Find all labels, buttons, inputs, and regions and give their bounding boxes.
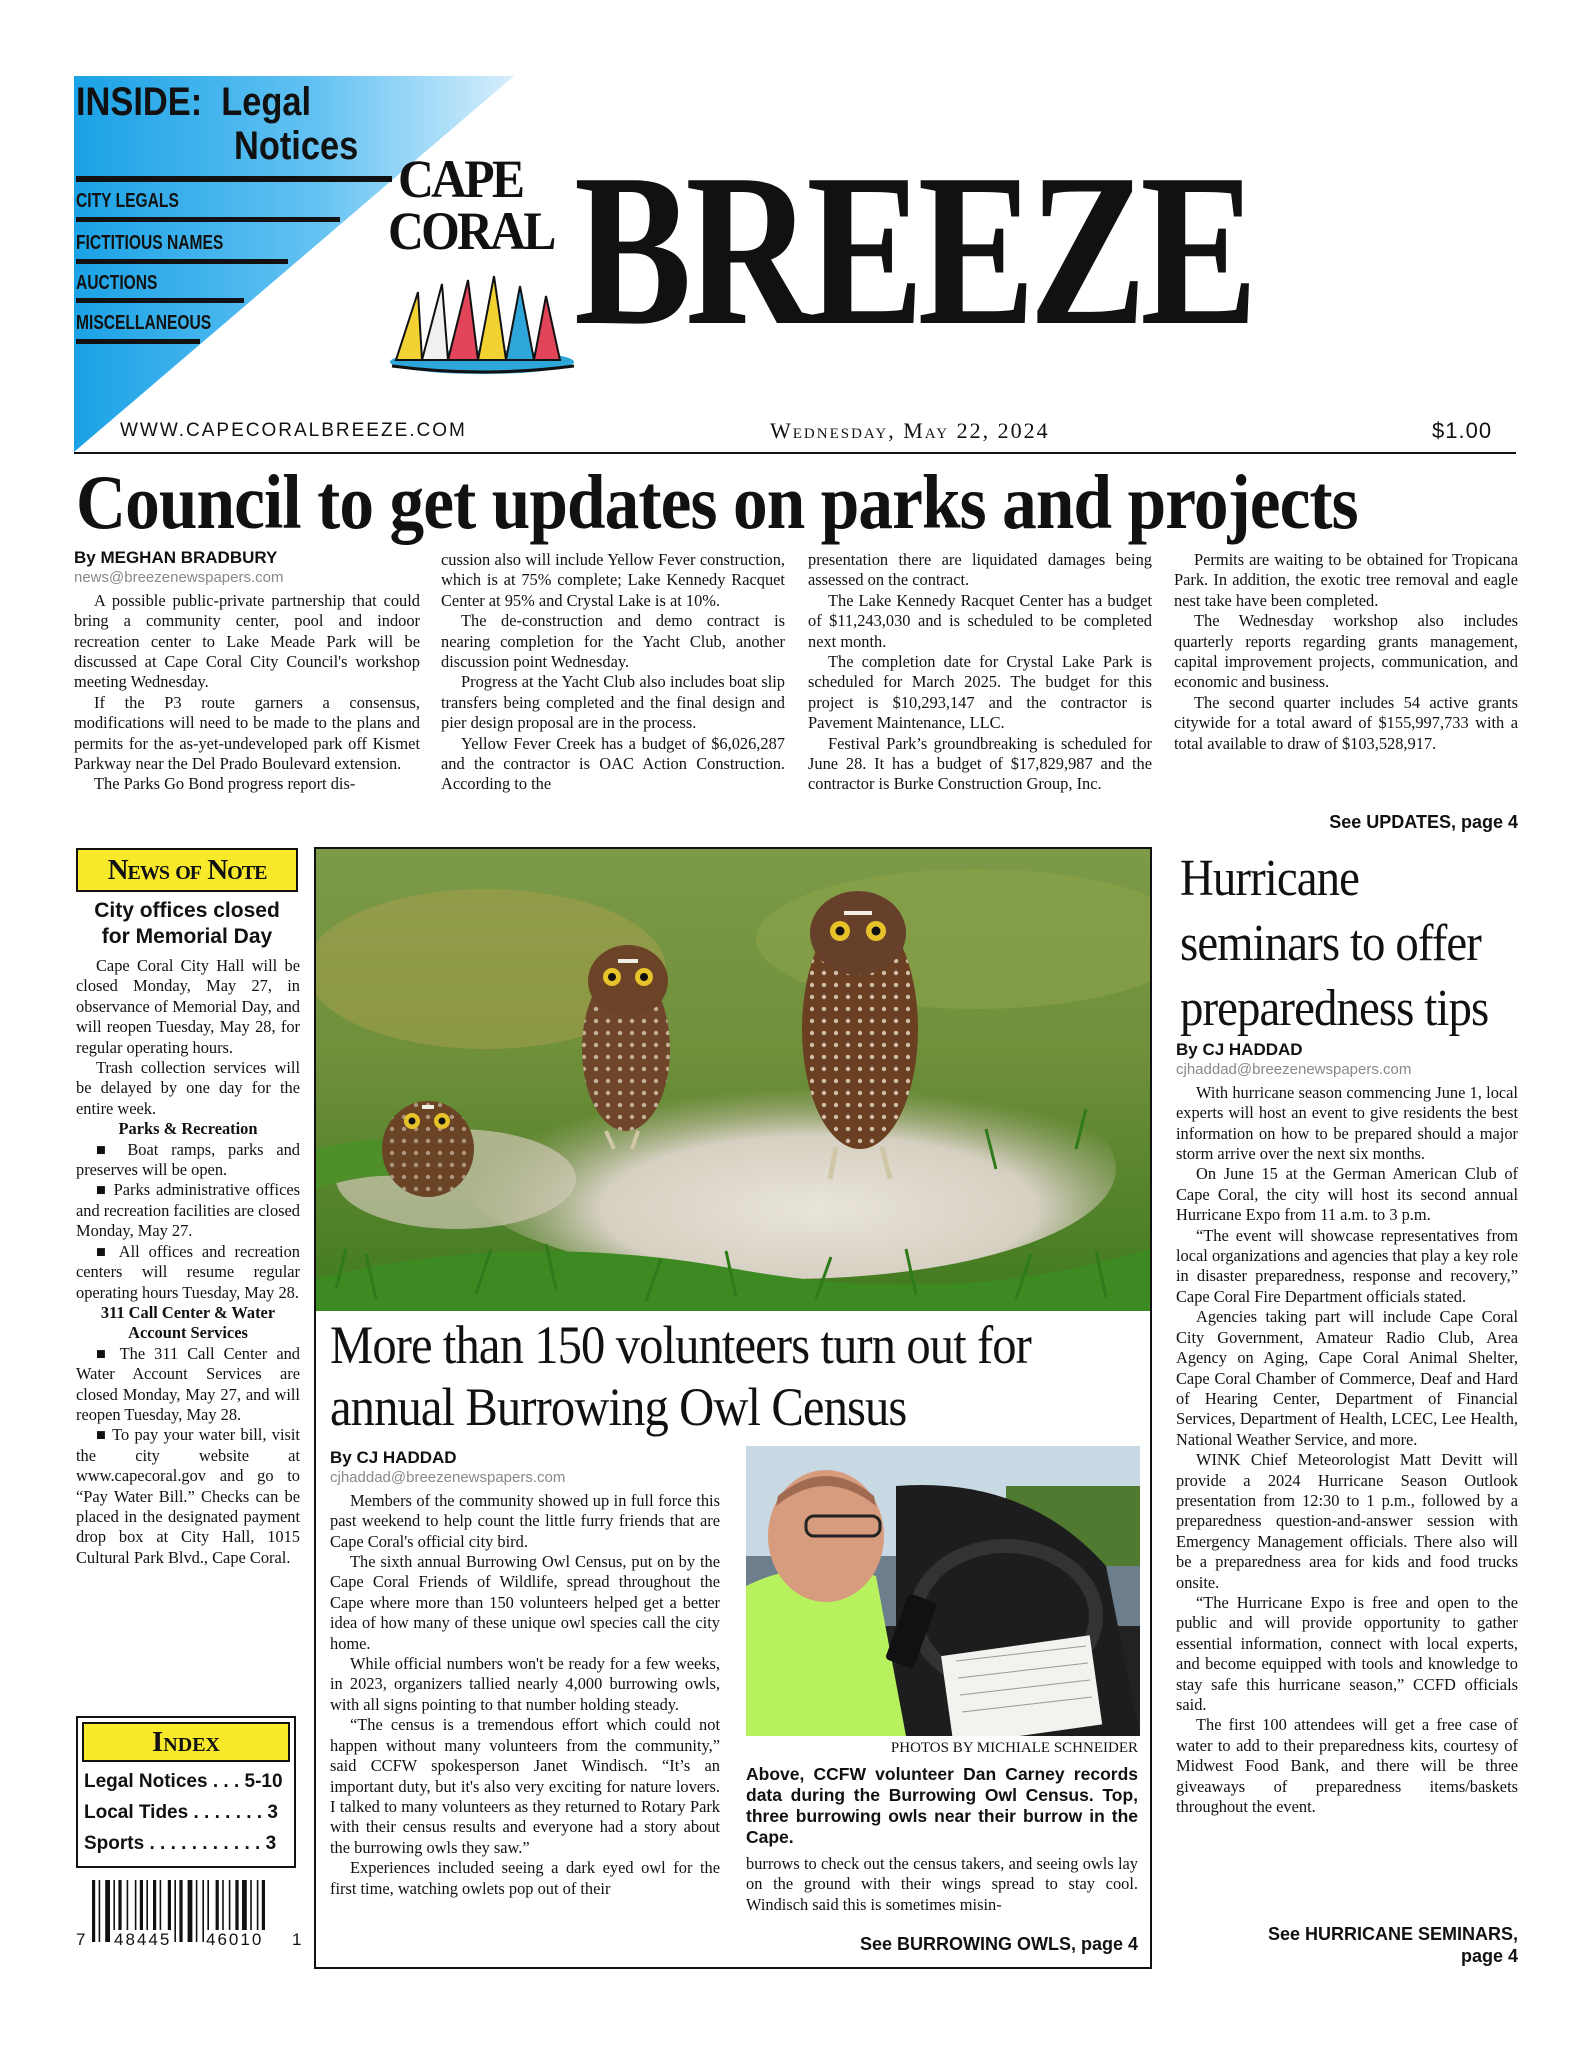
index-row-label: Sports bbox=[84, 1833, 145, 1854]
lead-paragraph: The de-construction and demo contract is nearing completion for the Yacht Club, another discussion point Wednesday. bbox=[441, 611, 785, 672]
news-of-note-paragraph: ■ The 311 Call Center and Water Account Services are closed Monday, May 27, and will reopen Tuesday, May 28. bbox=[76, 1343, 300, 1424]
sailboats-logo-icon bbox=[382, 262, 582, 382]
index-row-page: 3 bbox=[265, 1833, 277, 1854]
price: $1.00 bbox=[1432, 418, 1493, 443]
hurricane-paragraph: WINK Chief Meteorologist Matt Devitt will provide a 2024 Hurricane Season Outlook presentation from 12:30 to 1 p.m., followed by a preparedness question-and-answer session with Emergency Management officials. There also will be a preparedness area for kids and food trucks onsite. bbox=[1176, 1450, 1518, 1592]
barcode-digit-right: 1 bbox=[292, 1930, 302, 1949]
barcode-digits-1: 48445 bbox=[114, 1930, 172, 1949]
owl-paragraph: Members of the community showed up in full force this past weekend to help count the little furry friends that are Cape Coral's official city bird. bbox=[330, 1490, 720, 1551]
lead-paragraph: If the P3 route garners a consensus, modifications will need to be made to the plans and permits for the as-yet-undeveloped park off Kismet Parkway near the Del Prado Boulevard extension. bbox=[74, 692, 420, 774]
inside-item-city-legals[interactable]: CITY LEGALS bbox=[76, 190, 179, 212]
news-of-note-body bbox=[76, 956, 300, 1568]
index-row-dots: . . . . . . . bbox=[188, 1802, 268, 1823]
index-row-dots: . . . bbox=[207, 1771, 245, 1792]
news-of-note-paragraph: Cape Coral City Hall will be closed Monday, May 27, in observance of Memorial Day, and will reopen Tuesday, May 28, for regular operating hours. bbox=[76, 956, 300, 1057]
lead-headline: Council to get updates on parks and projects bbox=[76, 459, 1358, 545]
lead-paragraph: A possible public-private partnership that could bring a community center, pool and indoor recreation center to Lake Meade Park will be discussed at Cape Coral City Council's workshop meeting Wednesday. bbox=[74, 590, 420, 692]
inside-item-fictitious-names[interactable]: FICTITIOUS NAMES bbox=[76, 232, 224, 254]
index-row[interactable] bbox=[84, 1766, 288, 1797]
masthead-logo-cape: CAPE bbox=[398, 149, 523, 209]
inside-title-2: Notices bbox=[234, 124, 359, 168]
index-header bbox=[82, 1722, 290, 1762]
index-row[interactable] bbox=[84, 1828, 288, 1859]
inside-rule-0 bbox=[76, 176, 392, 182]
masthead-logo-coral: CORAL bbox=[388, 201, 554, 261]
barcode-digits-2: 46010 bbox=[206, 1930, 264, 1949]
lead-paragraph: Progress at the Yacht Club also includes boat slip transfers being completed and the final design and pier design proposal are in the process. bbox=[441, 672, 785, 733]
lead-paragraph: The completion date for Crystal Lake Park is scheduled for March 2025. The budget for this project is $10,293,147 and the contractor is Pavement Maintenance, LLC. bbox=[808, 652, 1152, 733]
index-list bbox=[78, 1762, 294, 1859]
hurricane-byline: By CJ HADDAD bbox=[1176, 1040, 1303, 1059]
lead-column-4 bbox=[1174, 550, 1518, 754]
website-link[interactable]: WWW.CAPECORALBREEZE.COM bbox=[120, 420, 467, 441]
news-of-note-headline: City offices closed for Memorial Day bbox=[94, 899, 280, 948]
lead-byline: By MEGHAN BRADBURY bbox=[74, 548, 278, 567]
masthead-title: BREEZE bbox=[574, 130, 1252, 371]
volunteer-photo bbox=[746, 1446, 1140, 1736]
lead-paragraph: cussion also will include Yellow Fever construction, which is at 75% complete; Lake Kennedy Racquet Center at 95% and Crystal Lake is at 10%. bbox=[441, 550, 785, 610]
owl-column-1 bbox=[330, 1448, 720, 1899]
issue-date: Wednesday, May 22, 2024 bbox=[770, 418, 1050, 443]
lead-column-1 bbox=[74, 548, 420, 795]
owl-paragraph: While official numbers won't be ready for a few weeks, in 2023, organizers tallied nearly 4,000 burrowing owls, with all signs pointing to that number holding steady. bbox=[330, 1654, 720, 1714]
owl-jump-line[interactable]: See BURROWING OWLS, page 4 bbox=[859, 1934, 1138, 1954]
index-row-page: 5-10 bbox=[244, 1771, 283, 1792]
lead-column-3 bbox=[808, 550, 1152, 795]
lead-column-2 bbox=[441, 550, 785, 795]
news-of-note-paragraph: ■ Boat ramps, parks and preserves will be open. bbox=[76, 1139, 300, 1180]
news-of-note-paragraph: ■ To pay your water bill, visit the city website at www.capecoral.gov and go to “Pay Water Bill.” Checks can be placed in the designated payment drop box at City Hall, 1015 Cultural Park Blvd., Cape Coral. bbox=[76, 1425, 300, 1567]
news-of-note-subhead: Parks & Recreation bbox=[118, 1119, 258, 1139]
index-row-label: Local Tides bbox=[84, 1802, 189, 1823]
index-title: Index bbox=[152, 1726, 220, 1758]
hurricane-paragraph: On June 15 at the German American Club of Cape Coral, the city will host its second annual Hurricane Expo from 11 a.m. to 3 p.m. bbox=[1176, 1164, 1518, 1225]
inside-item-auctions[interactable]: AUCTIONS bbox=[76, 272, 158, 294]
inside-rule-4 bbox=[76, 339, 200, 344]
owl-paragraph: “The census is a tremendous effort which could not happen without many volunteers from the community,” said CCFW spokesperson Janet Windisch. “It’s an important duty, but it's also very exciting for nature lovers. I talked to many volunteers as they returned to Rotary Park with their census results and everyone had a story about the burrowing owls they saw.” bbox=[330, 1715, 720, 1857]
hurricane-jump-line-1[interactable]: See HURRICANE SEMINARS, bbox=[1267, 1924, 1518, 1944]
hurricane-headline: Hurricane seminars to offer preparedness tips bbox=[1180, 850, 1489, 1037]
owl-email[interactable]: cjhaddad@breezenewspapers.com bbox=[330, 1469, 566, 1487]
index-row[interactable] bbox=[84, 1797, 288, 1828]
owl-paragraph: Experiences included seeing a dark eyed owl for the first time, watching owlets pop out of their bbox=[330, 1858, 720, 1898]
hurricane-paragraph: The first 100 attendees will get a free case of water to add to their preparedness kits, courtesy of Midwest Food Bank, and there will be three giveaways of preparedness items/baskets throughout the event. bbox=[1176, 1715, 1518, 1817]
owl-headline: More than 150 volunteers turn out for annual Burrowing Owl Census bbox=[330, 1315, 1031, 1437]
lead-paragraph: Festival Park’s groundbreaking is scheduled for June 28. It has a budget of $17,829,987 and the contractor is Burke Construction Group, Inc. bbox=[808, 733, 1152, 794]
lead-paragraph: The second quarter includes 54 active grants citywide for a total award of $155,997,733 with a total available to draw of $103,528,917. bbox=[1174, 692, 1518, 753]
index-row-dots: . . . . . . . . . . . bbox=[144, 1833, 266, 1854]
lead-paragraph: Permits are waiting to be obtained for Tropicana Park. In addition, the exotic tree removal and eagle nest take have been completed. bbox=[1174, 550, 1518, 610]
index-row-label: Legal Notices bbox=[84, 1771, 208, 1792]
inside-item-miscellaneous[interactable]: MISCELLANEOUS bbox=[76, 312, 212, 334]
owl-paragraph: The sixth annual Burrowing Owl Census, put on by the Cape Coral Friends of Wildlife, spread throughout the Cape where more than 150 volunteers helped get a better idea of how many of these unique owl species call the city home. bbox=[330, 1552, 720, 1653]
owl-byline: By CJ HADDAD bbox=[330, 1448, 457, 1467]
hurricane-paragraph: With hurricane season commencing June 1, local experts will host an event to give residents the best information on how to be prepared should a major storm arrive over the next six months. bbox=[1176, 1082, 1518, 1164]
lead-paragraph: Yellow Fever Creek has a budget of $6,026,287 and the contractor is OAC Action Construction. According to the bbox=[441, 733, 785, 794]
inside-rule-3 bbox=[76, 298, 244, 303]
news-of-note-label: News of Note bbox=[107, 854, 267, 886]
hurricane-email[interactable]: cjhaddad@breezenewspapers.com bbox=[1176, 1061, 1412, 1079]
inside-rule-2 bbox=[76, 259, 288, 264]
photo-credit: PHOTOS BY MICHIALE SCHNEIDER bbox=[890, 1740, 1138, 1756]
lead-jump-line[interactable]: See UPDATES, page 4 bbox=[1329, 812, 1518, 832]
lead-paragraph: presentation there are liquidated damages being assessed on the contract. bbox=[808, 550, 1152, 590]
inside-rule-1 bbox=[76, 217, 340, 222]
hurricane-paragraph: Agencies taking part will include Cape Coral City Government, Amateur Radio Club, Area Agency on Aging, Cape Coral Animal Shelter, Cape Coral Chamber of Commerce, Deaf and Hard of Hearing Center, Department of Financial Services, Department of Health, LCEC, Lee Health, National Weather Service, and more. bbox=[1176, 1307, 1518, 1449]
news-of-note-paragraph: ■ All offices and recreation centers will resume regular operating hours Tuesday, May 28. bbox=[76, 1241, 300, 1302]
hurricane-paragraph: “The Hurricane Expo is free and open to the public and will provide opportunity to gather essential information, connect with local experts, and become equipped with tools and knowledge to stay safe this hurricane season,” CCFD officials said. bbox=[1176, 1592, 1518, 1714]
inside-title-1: INSIDE: Legal bbox=[76, 80, 312, 124]
news-of-note-label-box bbox=[76, 848, 298, 892]
lead-paragraph: The Parks Go Bond progress report dis- bbox=[94, 774, 356, 794]
news-of-note-paragraph: ■ Parks administrative offices and recreation facilities are closed Monday, May 27. bbox=[76, 1180, 300, 1241]
news-of-note-paragraph: Trash collection services will be delayed by one day for the entire week. bbox=[76, 1058, 300, 1118]
index-row-page: 3 bbox=[267, 1802, 278, 1823]
news-of-note-subhead: 311 Call Center & Water Account Services bbox=[100, 1302, 276, 1343]
owl-paragraph: burrows to check out the census takers, and seeing owls lay on the ground with their wings spread to stay cool. Windisch said this is sometimes misin- bbox=[746, 1854, 1138, 1914]
masthead-rule bbox=[74, 452, 1516, 454]
hurricane-column bbox=[1176, 1040, 1518, 1817]
hurricane-jump-line-2[interactable]: page 4 bbox=[1460, 1946, 1518, 1966]
photo-caption: Above, CCFW volunteer Dan Carney records data during the Burrowing Owl Census. Top, three burrowing owls near their burrow in the Cape. bbox=[746, 1764, 1138, 1847]
owl-column-2 bbox=[746, 1854, 1138, 1915]
index-box bbox=[76, 1716, 296, 1868]
barcode-digit-left: 7 bbox=[76, 1930, 86, 1949]
lead-paragraph: The Lake Kennedy Racquet Center has a budget of $11,243,030 and is scheduled to be completed next month. bbox=[808, 590, 1152, 651]
burrowing-owls-photo bbox=[316, 849, 1150, 1311]
lead-paragraph: The Wednesday workshop also includes quarterly reports regarding grants management, capital improvement projects, communication, and economic and business. bbox=[1174, 611, 1518, 692]
lead-email[interactable]: news@breezenewspapers.com bbox=[74, 569, 284, 587]
hurricane-paragraph: “The event will showcase representatives from local organizations and agencies that play a key role in disaster preparedness, response and recovery,” Cape Coral Fire Department officials stated. bbox=[1176, 1225, 1518, 1306]
